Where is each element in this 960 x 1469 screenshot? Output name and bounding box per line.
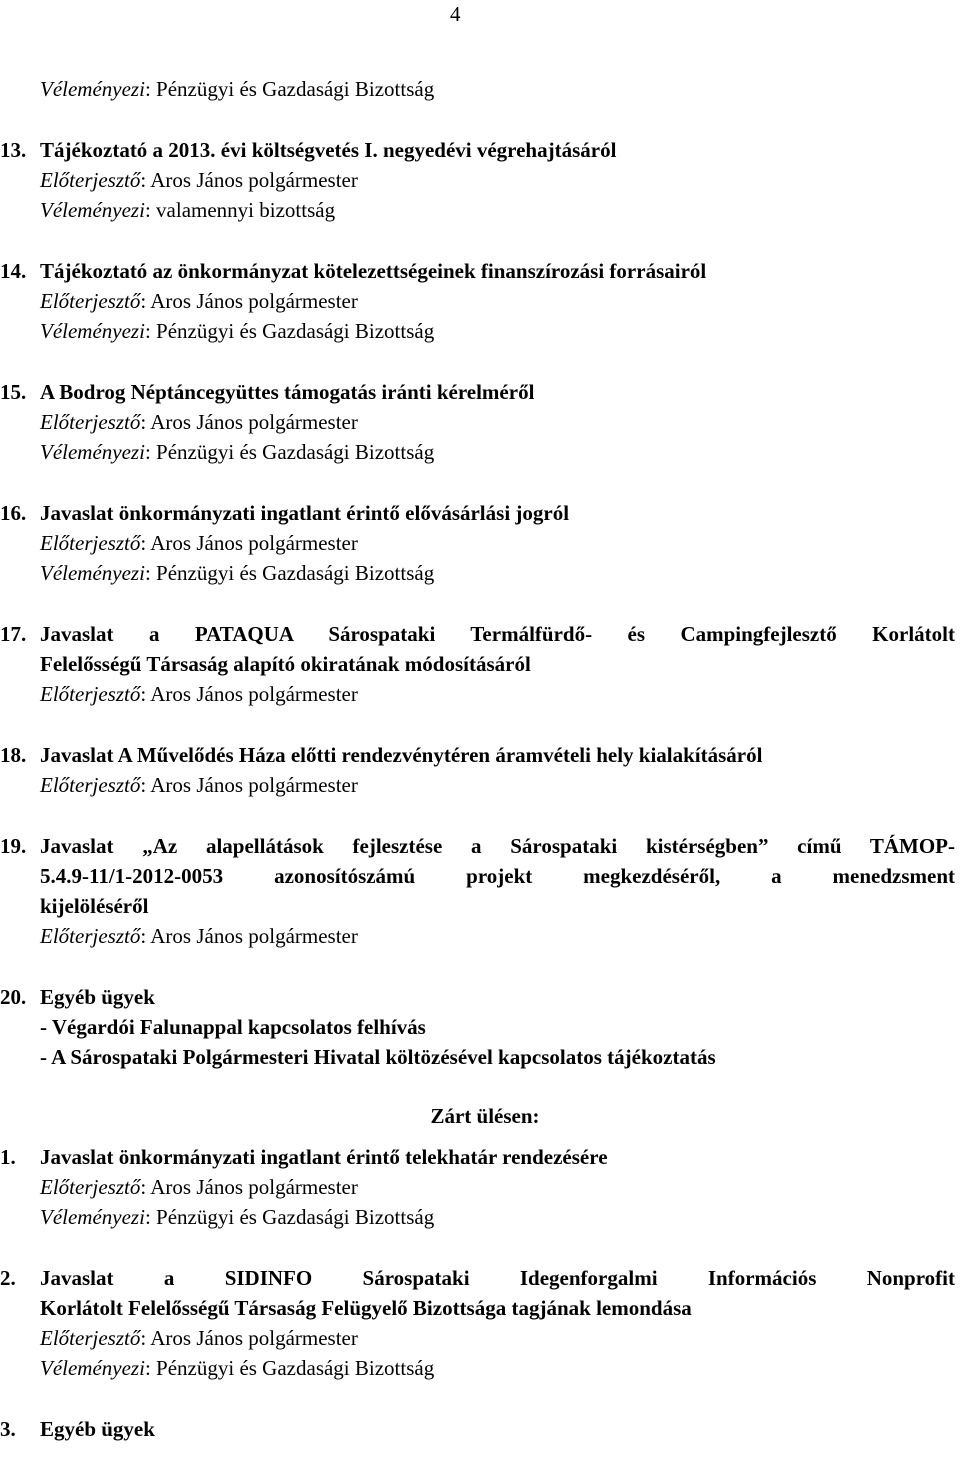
agenda-title: kijelöléséről <box>40 894 149 918</box>
presenter-value: : Aros János polgármester <box>140 1326 358 1350</box>
reviewer-value: : Pénzügyi és Gazdasági Bizottság <box>144 77 435 101</box>
presenter-label: Előterjesztő <box>40 289 141 313</box>
agenda-item <box>0 135 960 225</box>
presenter-label: Előterjesztő <box>40 1175 141 1199</box>
presenter-value: : Aros János polgármester <box>140 924 358 948</box>
closed-agenda-number: 3. <box>0 1417 16 1441</box>
page-number: 4 <box>450 2 461 26</box>
agenda-title: Egyéb ügyek <box>40 985 155 1009</box>
presenter-line <box>0 1323 960 1353</box>
presenter-line <box>0 286 960 316</box>
agenda-title: Javaslat a PATAQUA Sárospataki Termálfürdő- és Campingfejlesztő Korlátolt <box>40 622 955 646</box>
presenter-line <box>0 1172 960 1202</box>
reviewer-line <box>0 558 960 588</box>
reviewer-line <box>0 1202 960 1232</box>
agenda-title-line <box>0 377 960 407</box>
closed-session-heading: Zárt ülésen: <box>430 1104 540 1128</box>
reviewer-label: Véleményezi <box>40 440 145 464</box>
reviewer-line <box>0 316 960 346</box>
agenda-item <box>0 831 960 951</box>
reviewer-value: : Pénzügyi és Gazdasági Bizottság <box>144 1356 435 1380</box>
presenter-value: : Aros János polgármester <box>140 773 358 797</box>
agenda-title-line <box>0 619 960 649</box>
presenter-value: : Aros János polgármester <box>140 1175 358 1199</box>
reviewer-line <box>0 1353 960 1383</box>
agenda-title-line <box>0 135 960 165</box>
reviewer-line <box>0 195 960 225</box>
reviewer-label: Véleményezi <box>40 1356 145 1380</box>
closed-agenda-title-line <box>0 1293 960 1323</box>
closed-agenda-title: Javaslat a SIDINFO Sárospataki Idegenforgalmi Információs Nonprofit <box>40 1266 955 1290</box>
presenter-label: Előterjesztő <box>40 773 141 797</box>
presenter-value: : Aros János polgármester <box>140 168 358 192</box>
presenter-label: Előterjesztő <box>40 531 141 555</box>
closed-agenda-number: 1. <box>0 1145 16 1169</box>
agenda-title: Tájékoztató a 2013. évi költségvetés I. negyedévi végrehajtásáról <box>40 138 617 162</box>
agenda-number: 20. <box>0 985 27 1009</box>
presenter-label: Előterjesztő <box>40 168 141 192</box>
agenda-number: 13. <box>0 138 27 162</box>
presenter-label: Előterjesztő <box>40 410 141 434</box>
agenda-number: 16. <box>0 501 27 525</box>
agenda-bullet: - Végardói Falunappal kapcsolatos felhívás <box>40 1015 426 1039</box>
agenda-title: Javaslat önkormányzati ingatlant érintő elővásárlási jogról <box>40 501 570 525</box>
closed-agenda-number: 2. <box>0 1266 16 1290</box>
presenter-label: Előterjesztő <box>40 924 141 948</box>
reviewer-line <box>0 437 960 467</box>
presenter-line <box>0 528 960 558</box>
agenda-title-line <box>0 256 960 286</box>
agenda-item <box>0 377 960 467</box>
reviewer-value: : Pénzügyi és Gazdasági Bizottság <box>144 1205 435 1229</box>
closed-agenda-item <box>0 1142 960 1232</box>
presenter-label: Előterjesztő <box>40 682 141 706</box>
agenda-number: 14. <box>0 259 27 283</box>
agenda-content <box>0 74 960 1444</box>
presenter-label: Előterjesztő <box>40 1326 141 1350</box>
reviewer-label: Véleményezi <box>40 319 145 343</box>
presenter-line <box>0 679 960 709</box>
presenter-value: : Aros János polgármester <box>140 410 358 434</box>
closed-agenda-title: Korlátolt Felelősségű Társaság Felügyelő Bizottsága tagjának lemondása <box>40 1296 692 1320</box>
agenda-item <box>0 498 960 588</box>
agenda-title-line <box>0 982 960 1012</box>
agenda-item <box>0 256 960 346</box>
agenda-title: Felelősségű Társaság alapító okiratának módosításáról <box>40 652 531 676</box>
agenda-title: 5.4.9-11/1-2012-0053 azonosítószámú projekt megkezdéséről, a menedzsment <box>40 864 955 888</box>
reviewer-label: Véleményezi <box>40 77 145 101</box>
closed-agenda-list <box>0 1142 960 1444</box>
reviewer-value: : Pénzügyi és Gazdasági Bizottság <box>144 561 435 585</box>
agenda-title-line <box>0 498 960 528</box>
agenda-item <box>0 619 960 709</box>
reviewer-value: : Pénzügyi és Gazdasági Bizottság <box>144 440 435 464</box>
closed-agenda-title: Egyéb ügyek <box>40 1417 155 1441</box>
agenda-bullet: - A Sárospataki Polgármesteri Hivatal költözésével kapcsolatos tájékoztatás <box>40 1045 716 1069</box>
reviewer-line <box>40 74 960 104</box>
presenter-line <box>0 165 960 195</box>
agenda-number: 17. <box>0 622 27 646</box>
agenda-item <box>0 982 960 1072</box>
presenter-value: : Aros János polgármester <box>140 682 358 706</box>
closed-agenda-title-line <box>0 1414 960 1444</box>
agenda-number: 19. <box>0 834 27 858</box>
agenda-title: A Bodrog Néptáncegyüttes támogatás iránti kérelméről <box>40 380 535 404</box>
closed-agenda-item <box>0 1263 960 1383</box>
closed-agenda-title-line <box>0 1263 960 1293</box>
agenda-title-line <box>0 649 960 679</box>
reviewer-label: Véleményezi <box>40 561 145 585</box>
agenda-list <box>0 135 960 1072</box>
agenda-number: 15. <box>0 380 27 404</box>
agenda-title: Javaslat A Művelődés Háza előtti rendezvénytéren áramvételi hely kialakításáról <box>40 743 763 767</box>
presenter-line <box>0 921 960 951</box>
agenda-title: Javaslat „Az alapellátások fejlesztése a Sárospataki kistérségben” című TÁMOP- <box>40 834 955 858</box>
presenter-line <box>0 770 960 800</box>
agenda-title-line <box>0 831 960 861</box>
closed-agenda-title: Javaslat önkormányzati ingatlant érintő telekhatár rendezésére <box>40 1145 608 1169</box>
agenda-number: 18. <box>0 743 27 767</box>
reviewer-value: : valamennyi bizottság <box>144 198 336 222</box>
agenda-title-line <box>0 891 960 921</box>
presenter-value: : Aros János polgármester <box>140 531 358 555</box>
closed-agenda-title-line <box>0 1142 960 1172</box>
reviewer-value: : Pénzügyi és Gazdasági Bizottság <box>144 319 435 343</box>
reviewer-label: Véleményezi <box>40 1205 145 1229</box>
agenda-title-line <box>0 740 960 770</box>
agenda-title: Tájékoztató az önkormányzat kötelezettségeinek finanszírozási forrásairól <box>40 259 707 283</box>
closed-agenda-item <box>0 1414 960 1444</box>
agenda-title-line <box>0 861 960 891</box>
presenter-line <box>0 407 960 437</box>
agenda-item <box>0 740 960 800</box>
presenter-value: : Aros János polgármester <box>140 289 358 313</box>
reviewer-label: Véleményezi <box>40 198 145 222</box>
